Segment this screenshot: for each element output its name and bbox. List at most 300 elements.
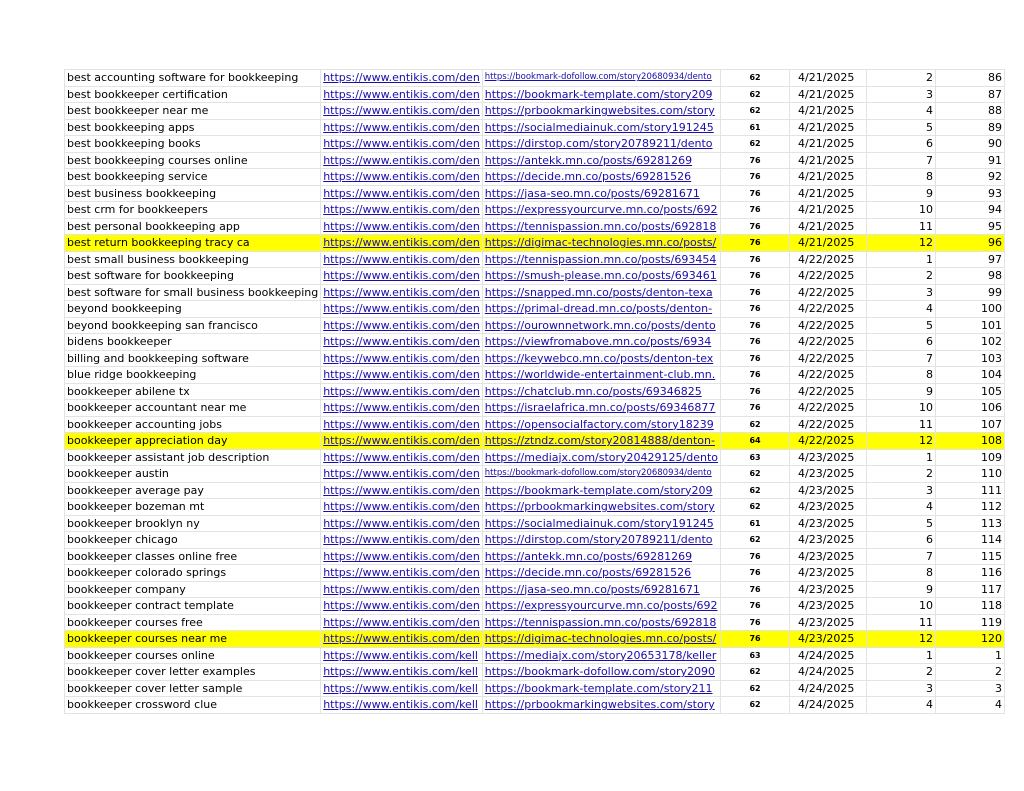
total-index-cell[interactable]: 3	[936, 680, 1005, 697]
target-url-link[interactable]: https://www.entikis.com/den	[321, 400, 483, 417]
backlink-url-link[interactable]: https://socialmediainuk.com/story191245	[482, 515, 720, 532]
daily-index-cell[interactable]: 2	[867, 466, 936, 483]
table-row	[65, 548, 1005, 565]
total-index-cell[interactable]: 116	[936, 565, 1005, 582]
target-url-link[interactable]: https://www.entikis.com/den	[321, 631, 483, 648]
backlink-url-link[interactable]: https://digimac-technologies.mn.co/posts/	[482, 631, 720, 648]
backlink-url-link[interactable]: https://viewfromabove.mn.co/posts/6934	[482, 334, 720, 351]
table-row	[65, 152, 1005, 169]
daily-index-cell[interactable]: 9	[867, 185, 936, 202]
table-row	[65, 367, 1005, 384]
keyword-cell[interactable]: bookkeeper classes online free	[65, 548, 321, 565]
table-row	[65, 235, 1005, 252]
total-index-cell[interactable]: 119	[936, 614, 1005, 631]
target-url-link[interactable]: https://www.entikis.com/den	[321, 499, 483, 516]
keyword-cell[interactable]: best small business bookkeeping	[65, 251, 321, 268]
target-url-link[interactable]: https://www.entikis.com/den	[321, 136, 483, 153]
keyword-cell[interactable]: bookkeeper colorado springs	[65, 565, 321, 582]
domain-authority-cell[interactable]: 62	[721, 103, 790, 120]
total-index-cell[interactable]: 101	[936, 317, 1005, 334]
total-index-cell[interactable]: 113	[936, 515, 1005, 532]
domain-authority-cell[interactable]: 76	[721, 565, 790, 582]
domain-authority-cell[interactable]: 76	[721, 631, 790, 648]
domain-authority-cell[interactable]: 76	[721, 383, 790, 400]
target-url-link[interactable]: https://www.entikis.com/kell	[321, 680, 483, 697]
target-url-link[interactable]: https://www.entikis.com/den	[321, 202, 483, 219]
total-index-cell[interactable]: 95	[936, 218, 1005, 235]
table-row	[65, 416, 1005, 433]
target-url-link[interactable]: https://www.entikis.com/den	[321, 86, 483, 103]
daily-index-cell[interactable]: 9	[867, 383, 936, 400]
daily-index-cell[interactable]: 7	[867, 548, 936, 565]
keyword-cell[interactable]: best accounting software for bookkeeping	[65, 70, 321, 87]
total-index-cell[interactable]: 110	[936, 466, 1005, 483]
total-index-cell[interactable]: 94	[936, 202, 1005, 219]
keyword-cell[interactable]: best bookkeeping books	[65, 136, 321, 153]
backlink-url-link[interactable]: https://primal-dread.mn.co/posts/denton-	[482, 301, 720, 318]
table-row	[65, 70, 1005, 87]
daily-index-cell[interactable]: 1	[867, 251, 936, 268]
backlink-url-link[interactable]: https://prbookmarkingwebsites.com/story	[482, 697, 720, 714]
target-url-link[interactable]: https://www.entikis.com/den	[321, 284, 483, 301]
date-cell[interactable]: 4/21/2025	[790, 86, 867, 103]
keyword-cell[interactable]: bookkeeper courses online	[65, 647, 321, 664]
backlink-url-link[interactable]: https://opensocialfactory.com/story18239	[482, 416, 720, 433]
date-cell[interactable]: 4/23/2025	[790, 466, 867, 483]
total-index-cell[interactable]: 102	[936, 334, 1005, 351]
table-row	[65, 680, 1005, 697]
backlink-url-link[interactable]: https://decide.mn.co/posts/69281526	[482, 169, 720, 186]
domain-authority-cell[interactable]: 76	[721, 317, 790, 334]
daily-index-cell[interactable]: 8	[867, 565, 936, 582]
date-cell[interactable]: 4/22/2025	[790, 433, 867, 450]
domain-authority-cell[interactable]: 62	[721, 466, 790, 483]
daily-index-cell[interactable]: 1	[867, 647, 936, 664]
keyword-cell[interactable]: best personal bookkeeping app	[65, 218, 321, 235]
daily-index-cell[interactable]: 9	[867, 581, 936, 598]
keyword-cell[interactable]: bookkeeper chicago	[65, 532, 321, 549]
domain-authority-cell[interactable]: 62	[721, 482, 790, 499]
domain-authority-cell[interactable]: 76	[721, 169, 790, 186]
total-index-cell[interactable]: 91	[936, 152, 1005, 169]
daily-index-cell[interactable]: 8	[867, 367, 936, 384]
date-cell[interactable]: 4/22/2025	[790, 284, 867, 301]
date-cell[interactable]: 4/21/2025	[790, 202, 867, 219]
domain-authority-cell[interactable]: 62	[721, 136, 790, 153]
domain-authority-cell[interactable]: 62	[721, 499, 790, 516]
domain-authority-cell[interactable]: 62	[721, 680, 790, 697]
target-url-link[interactable]: https://www.entikis.com/den	[321, 466, 483, 483]
total-index-cell[interactable]: 107	[936, 416, 1005, 433]
spreadsheet-table	[64, 69, 1005, 714]
domain-authority-cell[interactable]: 76	[721, 235, 790, 252]
table-row	[65, 251, 1005, 268]
daily-index-cell[interactable]: 2	[867, 70, 936, 87]
backlink-url-link[interactable]: https://smush-please.mn.co/posts/693461	[482, 268, 720, 285]
daily-index-cell[interactable]: 6	[867, 136, 936, 153]
keyword-cell[interactable]: billing and bookkeeping software	[65, 350, 321, 367]
total-index-cell[interactable]: 104	[936, 367, 1005, 384]
domain-authority-cell[interactable]: 76	[721, 400, 790, 417]
total-index-cell[interactable]: 103	[936, 350, 1005, 367]
domain-authority-cell[interactable]: 76	[721, 548, 790, 565]
backlink-url-link[interactable]: https://bookmark-template.com/story209	[482, 482, 720, 499]
backlink-url-link[interactable]: https://ztndz.com/story20814888/denton-	[482, 433, 720, 450]
backlink-url-link[interactable]: https://ourownnetwork.mn.co/posts/dento	[482, 317, 720, 334]
target-url-link[interactable]: https://www.entikis.com/den	[321, 433, 483, 450]
date-cell[interactable]: 4/22/2025	[790, 268, 867, 285]
target-url-link[interactable]: https://www.entikis.com/kell	[321, 664, 483, 681]
keyword-cell[interactable]: bookkeeper appreciation day	[65, 433, 321, 450]
domain-authority-cell[interactable]: 62	[721, 532, 790, 549]
date-cell[interactable]: 4/23/2025	[790, 548, 867, 565]
total-index-cell[interactable]: 86	[936, 70, 1005, 87]
table-row	[65, 614, 1005, 631]
daily-index-cell[interactable]: 5	[867, 317, 936, 334]
date-cell[interactable]: 4/23/2025	[790, 449, 867, 466]
target-url-link[interactable]: https://www.entikis.com/den	[321, 548, 483, 565]
target-url-link[interactable]: https://www.entikis.com/den	[321, 185, 483, 202]
domain-authority-cell[interactable]: 76	[721, 185, 790, 202]
domain-authority-cell[interactable]: 62	[721, 86, 790, 103]
total-index-cell[interactable]: 109	[936, 449, 1005, 466]
total-index-cell[interactable]: 100	[936, 301, 1005, 318]
date-cell[interactable]: 4/22/2025	[790, 400, 867, 417]
keyword-cell[interactable]: bookkeeper bozeman mt	[65, 499, 321, 516]
total-index-cell[interactable]: 89	[936, 119, 1005, 136]
target-url-link[interactable]: https://www.entikis.com/den	[321, 119, 483, 136]
daily-index-cell[interactable]: 5	[867, 515, 936, 532]
domain-authority-cell[interactable]: 64	[721, 433, 790, 450]
domain-authority-cell[interactable]: 76	[721, 581, 790, 598]
target-url-link[interactable]: https://www.entikis.com/den	[321, 614, 483, 631]
keyword-cell[interactable]: bookkeeper accountant near me	[65, 400, 321, 417]
domain-authority-cell[interactable]: 76	[721, 218, 790, 235]
total-index-cell[interactable]: 93	[936, 185, 1005, 202]
date-cell[interactable]: 4/21/2025	[790, 218, 867, 235]
daily-index-cell[interactable]: 3	[867, 482, 936, 499]
target-url-link[interactable]: https://www.entikis.com/den	[321, 268, 483, 285]
domain-authority-cell[interactable]: 61	[721, 515, 790, 532]
daily-index-cell[interactable]: 12	[867, 631, 936, 648]
total-index-cell[interactable]: 92	[936, 169, 1005, 186]
date-cell[interactable]: 4/23/2025	[790, 499, 867, 516]
backlink-url-link[interactable]: https://bookmark-dofollow.com/story2090	[482, 664, 720, 681]
backlink-url-link[interactable]: https://keywebco.mn.co/posts/denton-tex	[482, 350, 720, 367]
daily-index-cell[interactable]: 11	[867, 416, 936, 433]
table-row	[65, 581, 1005, 598]
domain-authority-cell[interactable]: 62	[721, 664, 790, 681]
domain-authority-cell[interactable]: 62	[721, 697, 790, 714]
date-cell[interactable]: 4/22/2025	[790, 416, 867, 433]
target-url-link[interactable]: https://www.entikis.com/den	[321, 565, 483, 582]
backlink-url-link[interactable]: https://bookmark-dofollow.com/story20680934/dento	[482, 70, 720, 87]
domain-authority-cell[interactable]: 76	[721, 598, 790, 615]
backlink-url-link[interactable]: https://decide.mn.co/posts/69281526	[482, 565, 720, 582]
target-url-link[interactable]: https://www.entikis.com/kell	[321, 697, 483, 714]
target-url-link[interactable]: https://www.entikis.com/den	[321, 317, 483, 334]
keyword-cell[interactable]: bookkeeper brooklyn ny	[65, 515, 321, 532]
daily-index-cell[interactable]: 4	[867, 499, 936, 516]
backlink-url-link[interactable]: https://tennispassion.mn.co/posts/693454	[482, 251, 720, 268]
total-index-cell[interactable]: 106	[936, 400, 1005, 417]
date-cell[interactable]: 4/23/2025	[790, 581, 867, 598]
keyword-cell[interactable]: best bookkeeping service	[65, 169, 321, 186]
target-url-link[interactable]: https://www.entikis.com/den	[321, 367, 483, 384]
backlink-url-link[interactable]: https://expressyourcurve.mn.co/posts/692	[482, 598, 720, 615]
total-index-cell[interactable]: 2	[936, 664, 1005, 681]
table-row	[65, 169, 1005, 186]
daily-index-cell[interactable]: 8	[867, 169, 936, 186]
keyword-cell[interactable]: best bookkeeper near me	[65, 103, 321, 120]
date-cell[interactable]: 4/23/2025	[790, 614, 867, 631]
daily-index-cell[interactable]: 1	[867, 449, 936, 466]
backlink-url-link[interactable]: https://socialmediainuk.com/story191245	[482, 119, 720, 136]
target-url-link[interactable]: https://www.entikis.com/den	[321, 598, 483, 615]
backlink-url-link[interactable]: https://tennispassion.mn.co/posts/692818	[482, 218, 720, 235]
daily-index-cell[interactable]: 10	[867, 400, 936, 417]
daily-index-cell[interactable]: 4	[867, 697, 936, 714]
domain-authority-cell[interactable]: 76	[721, 152, 790, 169]
table-row	[65, 400, 1005, 417]
total-index-cell[interactable]: 115	[936, 548, 1005, 565]
daily-index-cell[interactable]: 2	[867, 664, 936, 681]
backlink-url-link[interactable]: https://worldwide-entertainment-club.mn.	[482, 367, 720, 384]
table-row	[65, 433, 1005, 450]
backlink-url-link[interactable]: https://prbookmarkingwebsites.com/story	[482, 103, 720, 120]
daily-index-cell[interactable]: 7	[867, 350, 936, 367]
total-index-cell[interactable]: 96	[936, 235, 1005, 252]
total-index-cell[interactable]: 112	[936, 499, 1005, 516]
date-cell[interactable]: 4/21/2025	[790, 119, 867, 136]
keyword-cell[interactable]: bookkeeper assistant job description	[65, 449, 321, 466]
date-cell[interactable]: 4/22/2025	[790, 251, 867, 268]
table-row	[65, 268, 1005, 285]
backlink-url-link[interactable]: https://tennispassion.mn.co/posts/692818	[482, 614, 720, 631]
keyword-cell[interactable]: bookkeeper courses free	[65, 614, 321, 631]
domain-authority-cell[interactable]: 61	[721, 119, 790, 136]
target-url-link[interactable]: https://www.entikis.com/den	[321, 301, 483, 318]
keyword-cell[interactable]: bookkeeper courses near me	[65, 631, 321, 648]
backlink-url-link[interactable]: https://mediajx.com/story20429125/dento	[482, 449, 720, 466]
date-cell[interactable]: 4/21/2025	[790, 235, 867, 252]
table-row	[65, 449, 1005, 466]
domain-authority-cell[interactable]: 76	[721, 334, 790, 351]
target-url-link[interactable]: https://www.entikis.com/den	[321, 70, 483, 87]
daily-index-cell[interactable]: 12	[867, 433, 936, 450]
domain-authority-cell[interactable]: 76	[721, 301, 790, 318]
backlink-url-link[interactable]: https://israelafrica.mn.co/posts/69346877	[482, 400, 720, 417]
domain-authority-cell[interactable]: 76	[721, 202, 790, 219]
keyword-cell[interactable]: bookkeeper cover letter examples	[65, 664, 321, 681]
target-url-link[interactable]: https://www.entikis.com/den	[321, 482, 483, 499]
keyword-cell[interactable]: bookkeeper company	[65, 581, 321, 598]
daily-index-cell[interactable]: 3	[867, 86, 936, 103]
keyword-cell[interactable]: best bookkeeper certification	[65, 86, 321, 103]
target-url-link[interactable]: https://www.entikis.com/den	[321, 416, 483, 433]
table-row	[65, 532, 1005, 549]
total-index-cell[interactable]: 120	[936, 631, 1005, 648]
total-index-cell[interactable]: 118	[936, 598, 1005, 615]
date-cell[interactable]: 4/21/2025	[790, 185, 867, 202]
target-url-link[interactable]: https://www.entikis.com/den	[321, 532, 483, 549]
table-row	[65, 284, 1005, 301]
date-cell[interactable]: 4/23/2025	[790, 532, 867, 549]
backlink-url-link[interactable]: https://prbookmarkingwebsites.com/story	[482, 499, 720, 516]
target-url-link[interactable]: https://www.entikis.com/den	[321, 449, 483, 466]
keyword-cell[interactable]: bookkeeper abilene tx	[65, 383, 321, 400]
keyword-cell[interactable]: bidens bookkeeper	[65, 334, 321, 351]
target-url-link[interactable]: https://www.entikis.com/den	[321, 103, 483, 120]
table-row	[65, 697, 1005, 714]
backlink-url-link[interactable]: https://jasa-seo.mn.co/posts/69281671	[482, 581, 720, 598]
date-cell[interactable]: 4/22/2025	[790, 301, 867, 318]
keyword-cell[interactable]: best bookkeeping apps	[65, 119, 321, 136]
target-url-link[interactable]: https://www.entikis.com/kell	[321, 647, 483, 664]
table-row	[65, 383, 1005, 400]
date-cell[interactable]: 4/22/2025	[790, 334, 867, 351]
daily-index-cell[interactable]: 10	[867, 202, 936, 219]
date-cell[interactable]: 4/24/2025	[790, 697, 867, 714]
keyword-cell[interactable]: bookkeeper contract template	[65, 598, 321, 615]
keyword-cell[interactable]: bookkeeper austin	[65, 466, 321, 483]
keyword-cell[interactable]: beyond bookkeeping san francisco	[65, 317, 321, 334]
date-cell[interactable]: 4/24/2025	[790, 680, 867, 697]
total-index-cell[interactable]: 88	[936, 103, 1005, 120]
daily-index-cell[interactable]: 10	[867, 598, 936, 615]
date-cell[interactable]: 4/22/2025	[790, 317, 867, 334]
date-cell[interactable]: 4/23/2025	[790, 515, 867, 532]
date-cell[interactable]: 4/21/2025	[790, 152, 867, 169]
domain-authority-cell[interactable]: 62	[721, 70, 790, 87]
target-url-link[interactable]: https://www.entikis.com/den	[321, 218, 483, 235]
domain-authority-cell[interactable]: 62	[721, 416, 790, 433]
domain-authority-cell[interactable]: 76	[721, 350, 790, 367]
daily-index-cell[interactable]: 3	[867, 680, 936, 697]
keyword-cell[interactable]: best software for bookkeeping	[65, 268, 321, 285]
date-cell[interactable]: 4/21/2025	[790, 103, 867, 120]
backlink-url-link[interactable]: https://expressyourcurve.mn.co/posts/692	[482, 202, 720, 219]
keyword-cell[interactable]: best bookkeeping courses online	[65, 152, 321, 169]
date-cell[interactable]: 4/21/2025	[790, 136, 867, 153]
keyword-cell[interactable]: bookkeeper crossword clue	[65, 697, 321, 714]
backlink-url-link[interactable]: https://chatclub.mn.co/posts/69346825	[482, 383, 720, 400]
target-url-link[interactable]: https://www.entikis.com/den	[321, 383, 483, 400]
backlink-url-link[interactable]: https://dirstop.com/story20789211/dento	[482, 136, 720, 153]
backlink-url-link[interactable]: https://antekk.mn.co/posts/69281269	[482, 152, 720, 169]
keyword-cell[interactable]: best business bookkeeping	[65, 185, 321, 202]
daily-index-cell[interactable]: 4	[867, 301, 936, 318]
domain-authority-cell[interactable]: 76	[721, 251, 790, 268]
backlink-url-link[interactable]: https://bookmark-template.com/story211	[482, 680, 720, 697]
date-cell[interactable]: 4/23/2025	[790, 565, 867, 582]
target-url-link[interactable]: https://www.entikis.com/den	[321, 251, 483, 268]
backlink-url-link[interactable]: https://mediajx.com/story20653178/keller	[482, 647, 720, 664]
date-cell[interactable]: 4/21/2025	[790, 169, 867, 186]
date-cell[interactable]: 4/22/2025	[790, 350, 867, 367]
daily-index-cell[interactable]: 11	[867, 614, 936, 631]
keyword-cell[interactable]: bookkeeper cover letter sample	[65, 680, 321, 697]
backlink-url-link[interactable]: https://bookmark-dofollow.com/story20680934/dento	[482, 466, 720, 483]
keyword-cell[interactable]: blue ridge bookkeeping	[65, 367, 321, 384]
date-cell[interactable]: 4/23/2025	[790, 631, 867, 648]
total-index-cell[interactable]: 1	[936, 647, 1005, 664]
total-index-cell[interactable]: 111	[936, 482, 1005, 499]
total-index-cell[interactable]: 98	[936, 268, 1005, 285]
sheet-body	[65, 70, 1005, 714]
backlink-url-link[interactable]: https://antekk.mn.co/posts/69281269	[482, 548, 720, 565]
keyword-cell[interactable]: bookkeeper average pay	[65, 482, 321, 499]
total-index-cell[interactable]: 117	[936, 581, 1005, 598]
table-row	[65, 86, 1005, 103]
target-url-link[interactable]: https://www.entikis.com/den	[321, 581, 483, 598]
table-row	[65, 334, 1005, 351]
table-row	[65, 466, 1005, 483]
table-row	[65, 218, 1005, 235]
total-index-cell[interactable]: 87	[936, 86, 1005, 103]
target-url-link[interactable]: https://www.entikis.com/den	[321, 169, 483, 186]
backlink-url-link[interactable]: https://dirstop.com/story20789211/dento	[482, 532, 720, 549]
domain-authority-cell[interactable]: 76	[721, 367, 790, 384]
table-row	[65, 482, 1005, 499]
target-url-link[interactable]: https://www.entikis.com/den	[321, 334, 483, 351]
daily-index-cell[interactable]: 7	[867, 152, 936, 169]
total-index-cell[interactable]: 97	[936, 251, 1005, 268]
target-url-link[interactable]: https://www.entikis.com/den	[321, 515, 483, 532]
daily-index-cell[interactable]: 6	[867, 532, 936, 549]
daily-index-cell[interactable]: 5	[867, 119, 936, 136]
keyword-cell[interactable]: beyond bookkeeping	[65, 301, 321, 318]
daily-index-cell[interactable]: 12	[867, 235, 936, 252]
date-cell[interactable]: 4/24/2025	[790, 664, 867, 681]
date-cell[interactable]: 4/21/2025	[790, 70, 867, 87]
domain-authority-cell[interactable]: 63	[721, 647, 790, 664]
backlink-url-link[interactable]: https://bookmark-template.com/story209	[482, 86, 720, 103]
daily-index-cell[interactable]: 4	[867, 103, 936, 120]
backlink-url-link[interactable]: https://snapped.mn.co/posts/denton-texa	[482, 284, 720, 301]
total-index-cell[interactable]: 4	[936, 697, 1005, 714]
total-index-cell[interactable]: 114	[936, 532, 1005, 549]
backlink-url-link[interactable]: https://digimac-technologies.mn.co/posts/	[482, 235, 720, 252]
date-cell[interactable]: 4/23/2025	[790, 482, 867, 499]
keyword-cell[interactable]: best software for small business bookkeeping	[65, 284, 321, 301]
table-row	[65, 136, 1005, 153]
daily-index-cell[interactable]: 2	[867, 268, 936, 285]
domain-authority-cell[interactable]: 76	[721, 284, 790, 301]
date-cell[interactable]: 4/24/2025	[790, 647, 867, 664]
domain-authority-cell[interactable]: 76	[721, 614, 790, 631]
daily-index-cell[interactable]: 3	[867, 284, 936, 301]
total-index-cell[interactable]: 90	[936, 136, 1005, 153]
backlink-url-link[interactable]: https://jasa-seo.mn.co/posts/69281671	[482, 185, 720, 202]
domain-authority-cell[interactable]: 76	[721, 268, 790, 285]
domain-authority-cell[interactable]: 63	[721, 449, 790, 466]
target-url-link[interactable]: https://www.entikis.com/den	[321, 350, 483, 367]
total-index-cell[interactable]: 105	[936, 383, 1005, 400]
daily-index-cell[interactable]: 6	[867, 334, 936, 351]
date-cell[interactable]: 4/23/2025	[790, 598, 867, 615]
target-url-link[interactable]: https://www.entikis.com/den	[321, 152, 483, 169]
date-cell[interactable]: 4/22/2025	[790, 367, 867, 384]
target-url-link[interactable]: https://www.entikis.com/den	[321, 235, 483, 252]
total-index-cell[interactable]: 99	[936, 284, 1005, 301]
keyword-cell[interactable]: best crm for bookkeepers	[65, 202, 321, 219]
total-index-cell[interactable]: 108	[936, 433, 1005, 450]
keyword-cell[interactable]: best return bookkeeping tracy ca	[65, 235, 321, 252]
daily-index-cell[interactable]: 11	[867, 218, 936, 235]
date-cell[interactable]: 4/22/2025	[790, 383, 867, 400]
keyword-cell[interactable]: bookkeeper accounting jobs	[65, 416, 321, 433]
